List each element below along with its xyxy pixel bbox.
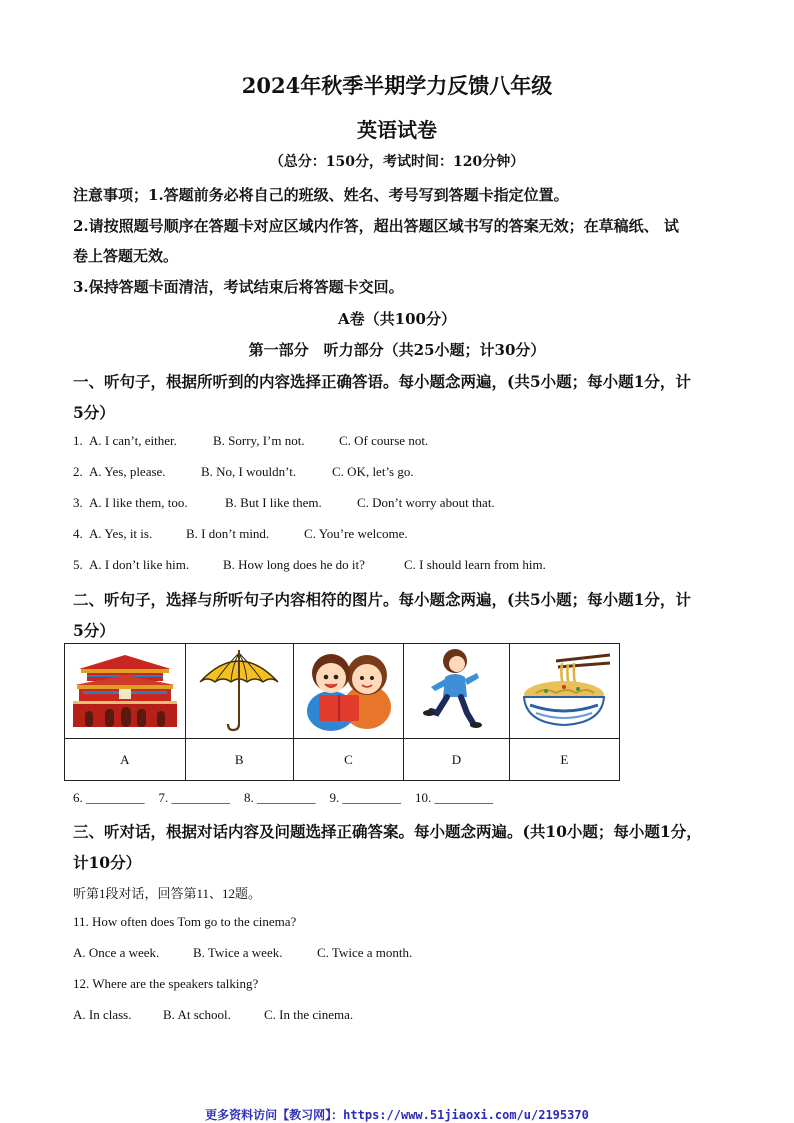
answer-blank[interactable]: 7. _________	[158, 790, 230, 805]
picture-label-b: B	[185, 739, 293, 781]
question-12-stem: 12. Where are the speakers talking?	[73, 976, 259, 991]
option-a: A. Yes, it is.	[89, 526, 153, 541]
section-3-heading-cont: 计10分）	[73, 853, 142, 872]
section-1-heading: 一、听句子，根据所听到的内容选择正确答语。每小题念两遍，(共5小题；每小题1分，计	[73, 372, 691, 391]
option-a: A. In class.	[73, 1007, 132, 1022]
answer-blank[interactable]: 8. _________	[244, 790, 316, 805]
option-c: C. In the cinema.	[264, 1007, 354, 1022]
section-2-heading-cont: 5分）	[73, 621, 115, 640]
question-number: 2.	[73, 464, 83, 479]
dialogue-1-intro: 听第1段对话，回答第11、12题。	[73, 886, 262, 901]
picture-cell-c	[293, 644, 403, 739]
option-b: B. But I like them.	[225, 495, 322, 510]
picture-label-c: C	[293, 739, 403, 781]
option-c: C. You’re welcome.	[304, 526, 408, 541]
option-c: C. Twice a month.	[317, 945, 413, 960]
option-c: C. Don’t worry about that.	[357, 495, 495, 510]
picture-label-e: E	[509, 739, 619, 781]
picture-cell-b	[185, 644, 293, 739]
option-a: A. I like them, too.	[89, 495, 188, 510]
picture-cell-a	[65, 644, 186, 739]
running-girl-icon	[421, 647, 491, 731]
notes-line-1: 注意事项；1.答题前务必将自己的班级、姓名、考号写到答题卡指定位置。	[73, 186, 569, 204]
option-b: B. At school.	[163, 1007, 231, 1022]
option-b: B. I don’t mind.	[186, 526, 270, 541]
exam-title: 2024年秋季半期学力反馈八年级	[241, 73, 553, 98]
picture-cell-e	[509, 644, 619, 739]
picture-table	[64, 643, 620, 781]
option-c: C. Of course not.	[339, 433, 429, 448]
question-4	[73, 526, 408, 542]
paper-a-heading: A卷（共100分）	[338, 310, 456, 328]
question-12-options	[73, 1007, 353, 1023]
notes-line-2: 2.请按照题号顺序在答题卡对应区域内作答，超出答题区域书写的答案无效；在草稿纸、 试	[73, 217, 679, 235]
question-1	[73, 433, 428, 449]
picture-cell-d	[404, 644, 509, 739]
section-3-heading: 三、听对话，根据对话内容及问题选择正确答案。每小题念两遍。(共10小题；每小题1分，	[73, 822, 702, 841]
question-11-options	[73, 945, 412, 961]
answer-blank[interactable]: 6. _________	[73, 790, 145, 805]
answer-blanks	[73, 790, 507, 806]
answer-blank[interactable]: 10. _________	[415, 790, 493, 805]
score-info: （总分：150分，考试时间：120分钟）	[269, 154, 525, 170]
option-a: A. Yes, please.	[89, 464, 166, 479]
question-2	[73, 464, 414, 480]
notes-line-2-cont: 卷上答题无效。	[73, 247, 179, 265]
question-number: 5.	[73, 557, 83, 572]
tiananmen-icon	[69, 647, 181, 731]
noodles-bowl-icon	[516, 647, 612, 731]
option-c: C. OK, let’s go.	[332, 464, 414, 479]
footer-link[interactable]: 更多资料访问【教习网】：https://www.51jiaoxi.com/u/2195370	[205, 1108, 589, 1122]
picture-label-d: D	[404, 739, 509, 781]
answer-blank[interactable]: 9. _________	[329, 790, 401, 805]
question-5	[73, 557, 546, 573]
option-c: C. I should learn from him.	[404, 557, 546, 572]
children-reading-icon	[301, 645, 397, 733]
question-number: 1.	[73, 433, 83, 448]
part-one-heading: 第一部分 听力部分（共25小题；计30分）	[248, 341, 546, 359]
section-2-heading: 二、听句子，选择与所听句子内容相符的图片。每小题念两遍，(共5小题；每小题1分，计	[73, 590, 691, 609]
notes-line-3: 3.保持答题卡面清洁，考试结束后将答题卡交回。	[73, 278, 404, 296]
picture-label-a: A	[65, 739, 186, 781]
option-a: A. I can’t, either.	[89, 433, 177, 448]
question-11-stem: 11. How often does Tom go to the cinema?	[73, 914, 297, 929]
option-a: A. Once a week.	[73, 945, 160, 960]
exam-subtitle: 英语试卷	[357, 118, 437, 142]
option-b: B. No, I wouldn’t.	[201, 464, 297, 479]
option-b: B. Twice a week.	[193, 945, 283, 960]
umbrella-icon	[194, 646, 284, 732]
section-1-heading-cont: 5分）	[73, 403, 115, 422]
question-number: 3.	[73, 495, 83, 510]
question-number: 4.	[73, 526, 83, 541]
question-3	[73, 495, 495, 511]
option-b: B. How long does he do it?	[223, 557, 365, 572]
option-a: A. I don’t like him.	[89, 557, 190, 572]
option-b: B. Sorry, I’m not.	[213, 433, 305, 448]
